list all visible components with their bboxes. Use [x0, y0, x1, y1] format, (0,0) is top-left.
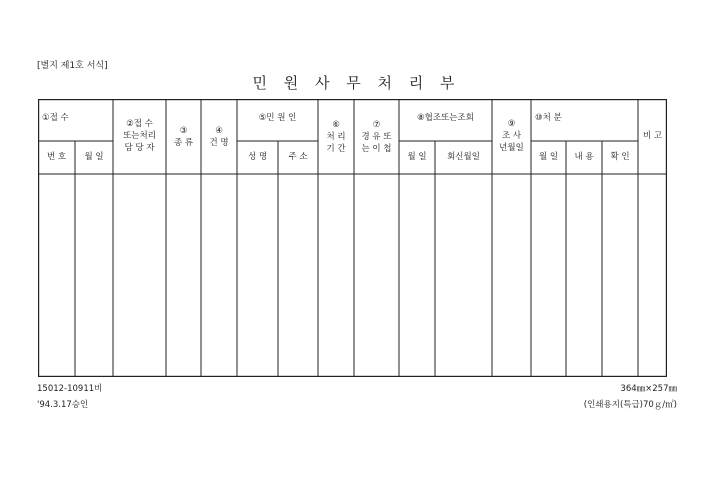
header-receipt-no: 번 호 — [46, 152, 67, 162]
form-code: 15012-10911비 — [37, 384, 103, 394]
paper-spec: (인쇄용지(특급)70ｇ/㎡) — [583, 400, 677, 410]
header-handler-line3: 담 당 자 — [124, 143, 155, 153]
header-name: 성 명 — [247, 152, 268, 162]
record-table — [38, 99, 667, 377]
header-survey-number: ⑨ — [507, 119, 516, 129]
header-period-line2: 기 간 — [326, 144, 346, 154]
header-survey-line2: 년월일 — [499, 143, 524, 153]
header-receipt-date: 월 일 — [84, 152, 104, 162]
approval-date: '94.3.17승인 — [37, 400, 89, 410]
form-number-label: [별지 제1호 서식] — [37, 61, 108, 71]
header-reason-line2: 는 이 첩 — [361, 144, 392, 154]
header-reply-date: 회신월일 — [447, 152, 480, 162]
header-type-number: ③ — [179, 126, 188, 136]
header-handler-line1: ②접 수 — [126, 119, 153, 129]
header-type: 종 류 — [173, 138, 194, 148]
header-petitioner: ⑤민 원 인 — [258, 113, 297, 123]
header-period-line1: 처 리 — [326, 132, 346, 142]
header-disposal-date: 월 일 — [538, 152, 559, 162]
header-count: 건 명 — [209, 138, 229, 148]
header-consult: ⑧협조또는조회 — [417, 113, 474, 123]
header-handler-line2: 또는처리 — [123, 131, 156, 141]
header-consult-date: 월 일 — [407, 152, 427, 162]
header-survey-line1: 조 사 — [501, 131, 522, 141]
header-reason-line1: 경 유 또 — [361, 132, 392, 142]
header-reason-number: ⑦ — [372, 120, 381, 130]
page-title: 민 원 사 무 처 리 부 — [252, 74, 461, 92]
header-disposal-content: 내 용 — [574, 152, 594, 162]
header-address: 주 소 — [288, 152, 308, 162]
header-disposal: ⑩처 분 — [535, 113, 562, 123]
header-period-number: ⑥ — [332, 120, 340, 130]
header-remarks: 비 고 — [642, 131, 663, 141]
header-disposal-confirm: 확 인 — [610, 152, 630, 162]
paper-size: 364㎜×257㎜ — [620, 384, 677, 394]
header-count-number: ④ — [215, 126, 223, 136]
header-receipt: ①접 수 — [42, 113, 69, 123]
